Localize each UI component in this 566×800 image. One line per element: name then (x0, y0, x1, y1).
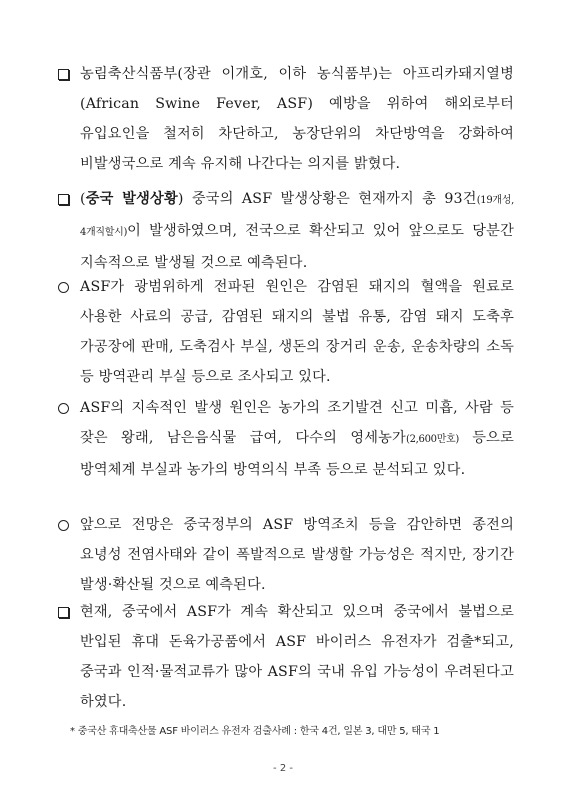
square-bullet-icon (58, 597, 69, 628)
paragraph-text: 앞으로 전망은 중국정부의 ASF 방역조치 등을 감안하면 종전의 요녕성 전염사태와 같이 폭발적으로 발생할 가능성은 적지만, 장기간 발생·확산될 것으로 예측된다. (80, 517, 514, 593)
paragraph-text (80, 184, 514, 278)
heading-open-paren: ( (80, 191, 86, 207)
paragraph-body: 중국의 ASF 발생상황은 현재까지 총 93건 (183, 191, 477, 207)
paragraph-section-1 (58, 59, 514, 179)
paragraph-circle-3 (58, 510, 514, 600)
paragraph-body: ASF의 지속적인 발생 원인은 농가의 조기발견 신고 미흡, 사람 등 잦은 왕래, 남은음식물 급여, 다수의 영세농가 (80, 400, 514, 446)
square-bullet-icon (58, 59, 69, 90)
paragraph-circle-2 (58, 393, 514, 485)
circle-bullet-icon (58, 393, 69, 424)
paragraph-text (80, 393, 514, 485)
paragraph-small-note: (19개성, 4개직할시) (80, 195, 515, 238)
paragraph-text: 농림축산식품부(장관 이개호, 이하 농식품부)는 아프리카돼지열병(African Swine Fever, ASF) 예방을 위하여 해외로부터 유입요인을 철저히 차단하고, 농장단위의 차단방역을 강화하여 비발생국으로 계속 유지해 나간다는 의지를 밝혔다. (80, 66, 514, 172)
paragraph-body-cont: 이 발생하였으며, 전국으로 확산되고 있어 앞으로도 당분간 지속적으로 발생될 것으로 예측된다. (80, 223, 514, 271)
paragraph-circle-1 (58, 272, 514, 392)
paragraph-section-3 (58, 597, 514, 717)
page-number: - 2 - (273, 763, 293, 774)
heading-close-paren: ) (177, 191, 184, 207)
paragraph-section-2 (58, 184, 514, 278)
footnote: * 중국산 휴대축산물 ASF 바이러스 유전자 검출사례 : 한국 4건, 일본 3, 대만 5, 태국 1 (70, 726, 440, 737)
paragraph-text: 현재, 중국에서 ASF가 계속 확산되고 있으며 중국에서 불법으로 반입된 휴대 돈육가공품에서 ASF 바이러스 유전자가 검출*되고, 중국과 인적·물적교류가 많아 ASF의 국내 유입 가능성이 우려된다고 하였다. (80, 604, 514, 710)
square-bullet-icon (58, 184, 69, 215)
circle-bullet-icon (58, 510, 69, 541)
section-heading: 중국 발생상황 (85, 191, 178, 207)
circle-bullet-icon (58, 272, 69, 303)
paragraph-body-cont: 등으로 방역체계 부실과 농가의 방역의식 부족 등으로 분석되고 있다. (80, 430, 514, 478)
paragraph-small-note: (2,600만호) (405, 434, 460, 445)
paragraph-text: ASF가 광범위하게 전파된 원인은 감염된 돼지의 혈액을 원료로 사용한 사료의 공급, 감염된 돼지의 불법 유통, 감염 돼지 도축후 가공장에 판매, 도축검사 부실, 생돈의 장거리 운송, 운송차량의 소독 등 방역관리 부실 등으로 조사되고 있다. (80, 279, 514, 385)
